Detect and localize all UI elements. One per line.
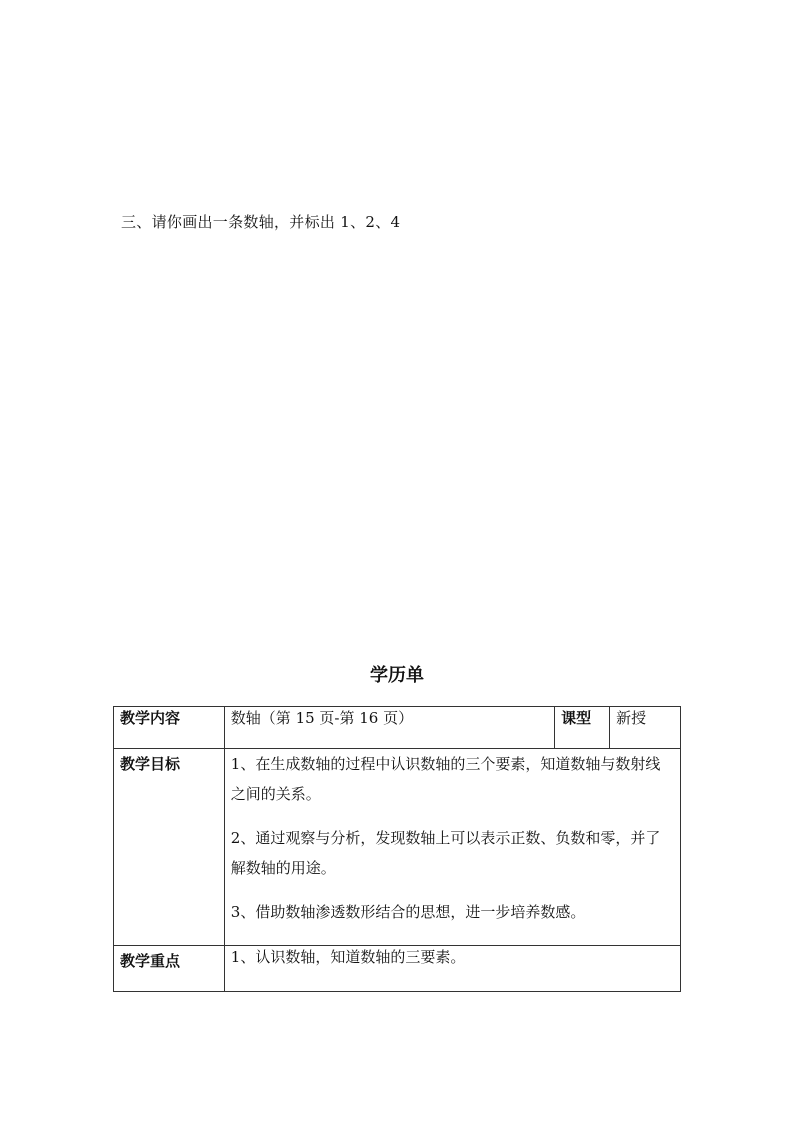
goals-label-cell: 教学目标: [114, 749, 225, 946]
lesson-plan-table: [113, 706, 681, 992]
content-value-cell: 数轴（第 15 页-第 16 页）: [224, 707, 554, 749]
goal-item: 3、借助数轴渗透数形结合的思想，进一步培养数感。: [230, 903, 586, 921]
question-text: 三、请你画出一条数轴，并标出 1、2、4: [121, 213, 401, 231]
goals-cell: [224, 749, 680, 946]
table-row: [114, 946, 681, 992]
type-value-cell: 新授: [610, 707, 681, 749]
sheet-title: 学历单: [370, 665, 424, 686]
type-label-cell: 课型: [555, 707, 610, 749]
table-row: [114, 749, 681, 946]
goal-item: 1、在生成数轴的过程中认识数轴的三个要素，知道数轴与数射线之间的关系。: [230, 755, 661, 803]
key-value-cell: 1、认识数轴，知道数轴的三要素。: [224, 946, 680, 992]
key-label-cell: 教学重点: [114, 946, 225, 992]
table-row: [114, 707, 681, 749]
goal-item: 2、通过观察与分析，发现数轴上可以表示正数、负数和零，并了解数轴的用途。: [230, 829, 661, 877]
content-label-cell: 教学内容: [114, 707, 225, 749]
